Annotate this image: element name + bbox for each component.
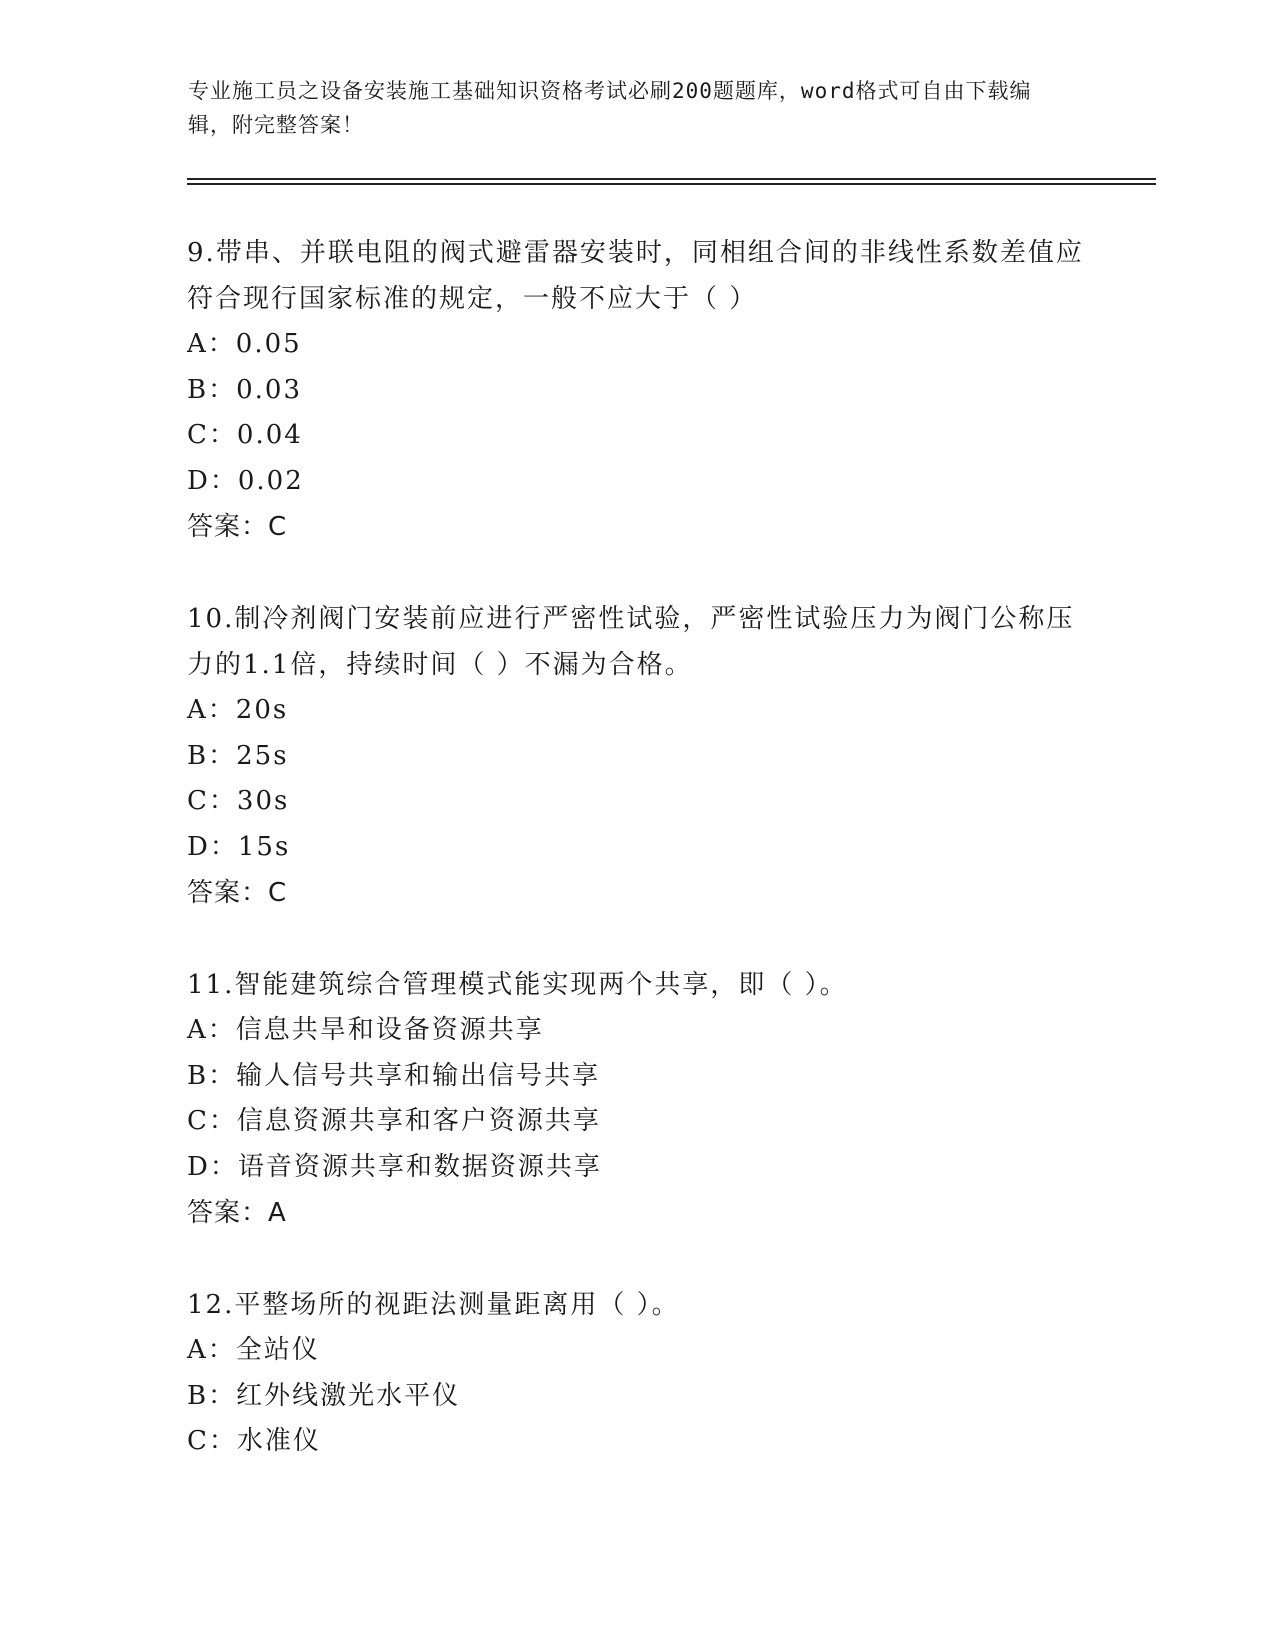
question-stem: 智能建筑综合管理模式能实现两个共享，即（ ）。 [234,970,848,1000]
option-a [187,1008,1087,1054]
option-b [187,368,1087,414]
question-10 [187,596,1087,916]
option-text: 15s [237,831,291,862]
option-text: 全站仪 [235,1335,320,1365]
option-b [187,1374,1087,1420]
option-text: 红外线激光水平仪 [236,1380,461,1411]
question-number: 12. [187,1290,235,1320]
header-title: 专业施工员之设备安装施工基础知识资格考试必刷200题题库，word格式可自由下载编辑，附完整答案！ [188,79,1032,137]
question-list [187,230,1087,1511]
option-key: C： [187,420,237,450]
option-key: B： [187,1060,237,1091]
option-text: 0.03 [236,374,302,405]
header-double-rule [187,178,1156,185]
option-key: D： [187,465,238,496]
option-d [187,825,1087,871]
answer: 答案：C [187,878,288,908]
option-key: C： [187,786,237,816]
option-b [187,1054,1087,1100]
question-text [187,1282,1087,1328]
option-key: A： [187,1335,236,1365]
option-text: 信息共旱和设备资源共享 [235,1015,544,1045]
answer: 答案：C [187,512,288,542]
option-key: A： [187,1015,236,1045]
option-a [187,322,1087,368]
option-d [187,1145,1087,1191]
question-text [187,962,1087,1008]
question-9 [187,230,1087,550]
option-text: 0.02 [237,465,304,496]
question-text [187,230,1087,322]
question-text [187,596,1087,688]
question-12 [187,1282,1087,1465]
option-text: 水准仪 [236,1426,321,1456]
question-number: 11. [187,970,235,1000]
option-key: B： [187,740,237,771]
question-stem: 制冷剂阀门安装前应进行严密性试验，严密性试验压力为阀门公称压力的1.1倍，持续时间（ ）不漏为合格。 [187,604,1075,680]
option-text: 25s [236,740,289,771]
option-b [187,734,1087,780]
option-text: 语音资源共享和数据资源共享 [237,1151,602,1182]
question-11 [187,962,1087,1236]
option-key: A： [187,329,236,359]
option-key: C： [187,1426,237,1456]
option-text: 0.05 [235,329,302,359]
option-key: C： [187,1106,237,1136]
option-text: 30s [236,786,290,816]
question-number: 10. [187,604,235,634]
option-key: D： [187,831,238,862]
question-stem: 带串、并联电阻的阀式避雷器安装时，同相组合间的非线性系数差值应符合现行国家标准的规定，一般不应大于（ ） [187,238,1084,314]
option-c [187,413,1087,459]
option-c [187,1419,1087,1465]
option-text: 0.04 [236,420,303,450]
option-key: A： [187,695,236,725]
option-c [187,1099,1087,1145]
option-a [187,1328,1087,1374]
question-number: 9. [187,238,216,268]
option-key: B： [187,1380,237,1411]
question-stem: 平整场所的视距法测量距离用（ ）。 [234,1290,680,1320]
option-text: 输人信号共享和输出信号共享 [236,1060,601,1091]
option-text: 信息资源共享和客户资源共享 [236,1106,601,1136]
answer: 答案：A [187,1198,287,1228]
option-a [187,688,1087,734]
option-key: B： [187,374,237,405]
option-key: D： [187,1151,238,1182]
option-c [187,779,1087,825]
option-text: 20s [235,695,289,725]
option-d [187,459,1087,505]
